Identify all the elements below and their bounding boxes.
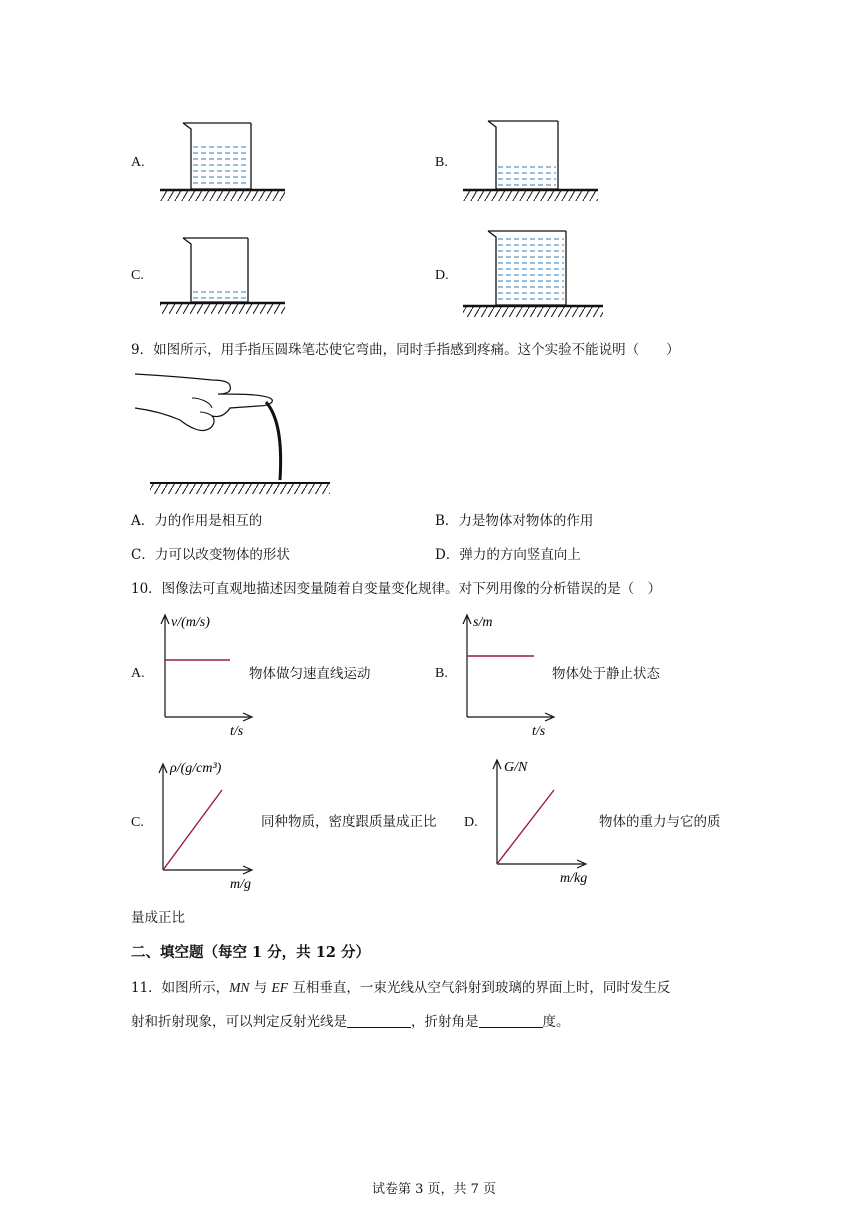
q10-graph-d (482, 752, 602, 894)
option-label: B． (435, 513, 459, 529)
q10-stem: 10．图像法可直观地描述因变量随着自变量变化规律。对下列用像的分析错误的是（ ） (131, 581, 662, 597)
q10-continuation: 量成正比 (131, 910, 185, 926)
q8-option-a-label: A. (131, 155, 145, 170)
q11-suffix: 互相垂直，一束光线从空气斜射到玻璃的界面上时，同时发生反 (288, 980, 671, 996)
q10-option-b-text: 物体处于静止状态 (552, 666, 660, 682)
option-text: 力可以改变物体的形状 (154, 547, 290, 563)
q10-option-b-label: B. (435, 666, 448, 681)
y-axis-label: s/m (473, 615, 493, 630)
answer-blank-refraction-angle[interactable] (479, 1013, 543, 1028)
q10-option-d-text: 物体的重力与它的质 (599, 814, 721, 830)
q8-beaker-c-figure (155, 230, 295, 320)
q10-option-a-text: 物体做匀速直线运动 (249, 666, 371, 682)
q11-connector: 与 (249, 980, 272, 996)
q11-prefix: 11．如图所示， (131, 980, 230, 996)
q11-line2-suffix: 度。 (542, 1014, 570, 1030)
q8-option-d-label: D. (435, 268, 449, 283)
y-axis-label: v/(m/s) (171, 615, 210, 630)
x-axis-label: t/s (532, 724, 546, 739)
q10-graph-a (150, 605, 260, 740)
option-text: 力的作用是相互的 (154, 513, 263, 529)
y-axis-label: ρ/(g/cm³) (170, 761, 222, 776)
q9-option-c (131, 545, 290, 565)
q11-line2-mid: ，折射角是 (411, 1014, 479, 1030)
option-text: 弹力的方向竖直向上 (459, 547, 581, 563)
q10-graph-b (452, 605, 562, 740)
section-title: 二、填空题（每空 1 分，共 12 分） (131, 944, 370, 961)
q8-beaker-b-figure (458, 115, 603, 210)
x-axis-label: t/s (230, 724, 244, 739)
mn-label: MN (229, 980, 250, 995)
q11-line2-prefix: 射和折射现象，可以判定反射光线是 (131, 1014, 347, 1030)
q9-stem: 9．如图所示，用手指压圆珠笔芯使它弯曲，同时手指感到疼痛。这个实验不能说明（ ） (131, 342, 680, 358)
ef-label: EF (271, 980, 289, 995)
q9-option-a (131, 511, 262, 531)
q8-option-c-label: C. (131, 268, 144, 283)
q8-beaker-d-figure (458, 225, 608, 325)
x-axis-label: m/g (230, 877, 251, 892)
x-axis-label: m/kg (560, 871, 588, 886)
option-label: A． (131, 513, 155, 529)
page-footer: 试卷第 3 页，共 7 页 (371, 1182, 497, 1197)
q10-option-a-label: A. (131, 666, 145, 681)
q9-hand-pen-figure (130, 368, 335, 498)
q11-line-1 (131, 978, 670, 998)
q10-graph-c (148, 752, 263, 894)
q10-option-c-label: C. (131, 815, 144, 830)
q8-option-b-label: B. (435, 155, 448, 170)
option-text: 力是物体对物体的作用 (458, 513, 594, 529)
answer-blank-reflected-ray[interactable] (347, 1013, 411, 1028)
y-axis-label: G/N (504, 760, 528, 775)
q8-beaker-a-figure (155, 115, 295, 210)
option-label: D． (435, 547, 460, 563)
q10-option-d-label: D. (464, 815, 478, 830)
q9-option-d (435, 545, 581, 565)
q10-option-c-text: 同种物质，密度跟质量成正比 (261, 814, 437, 830)
q11-line-2 (131, 1012, 570, 1032)
option-label: C． (131, 547, 155, 563)
q9-option-b (435, 511, 593, 531)
